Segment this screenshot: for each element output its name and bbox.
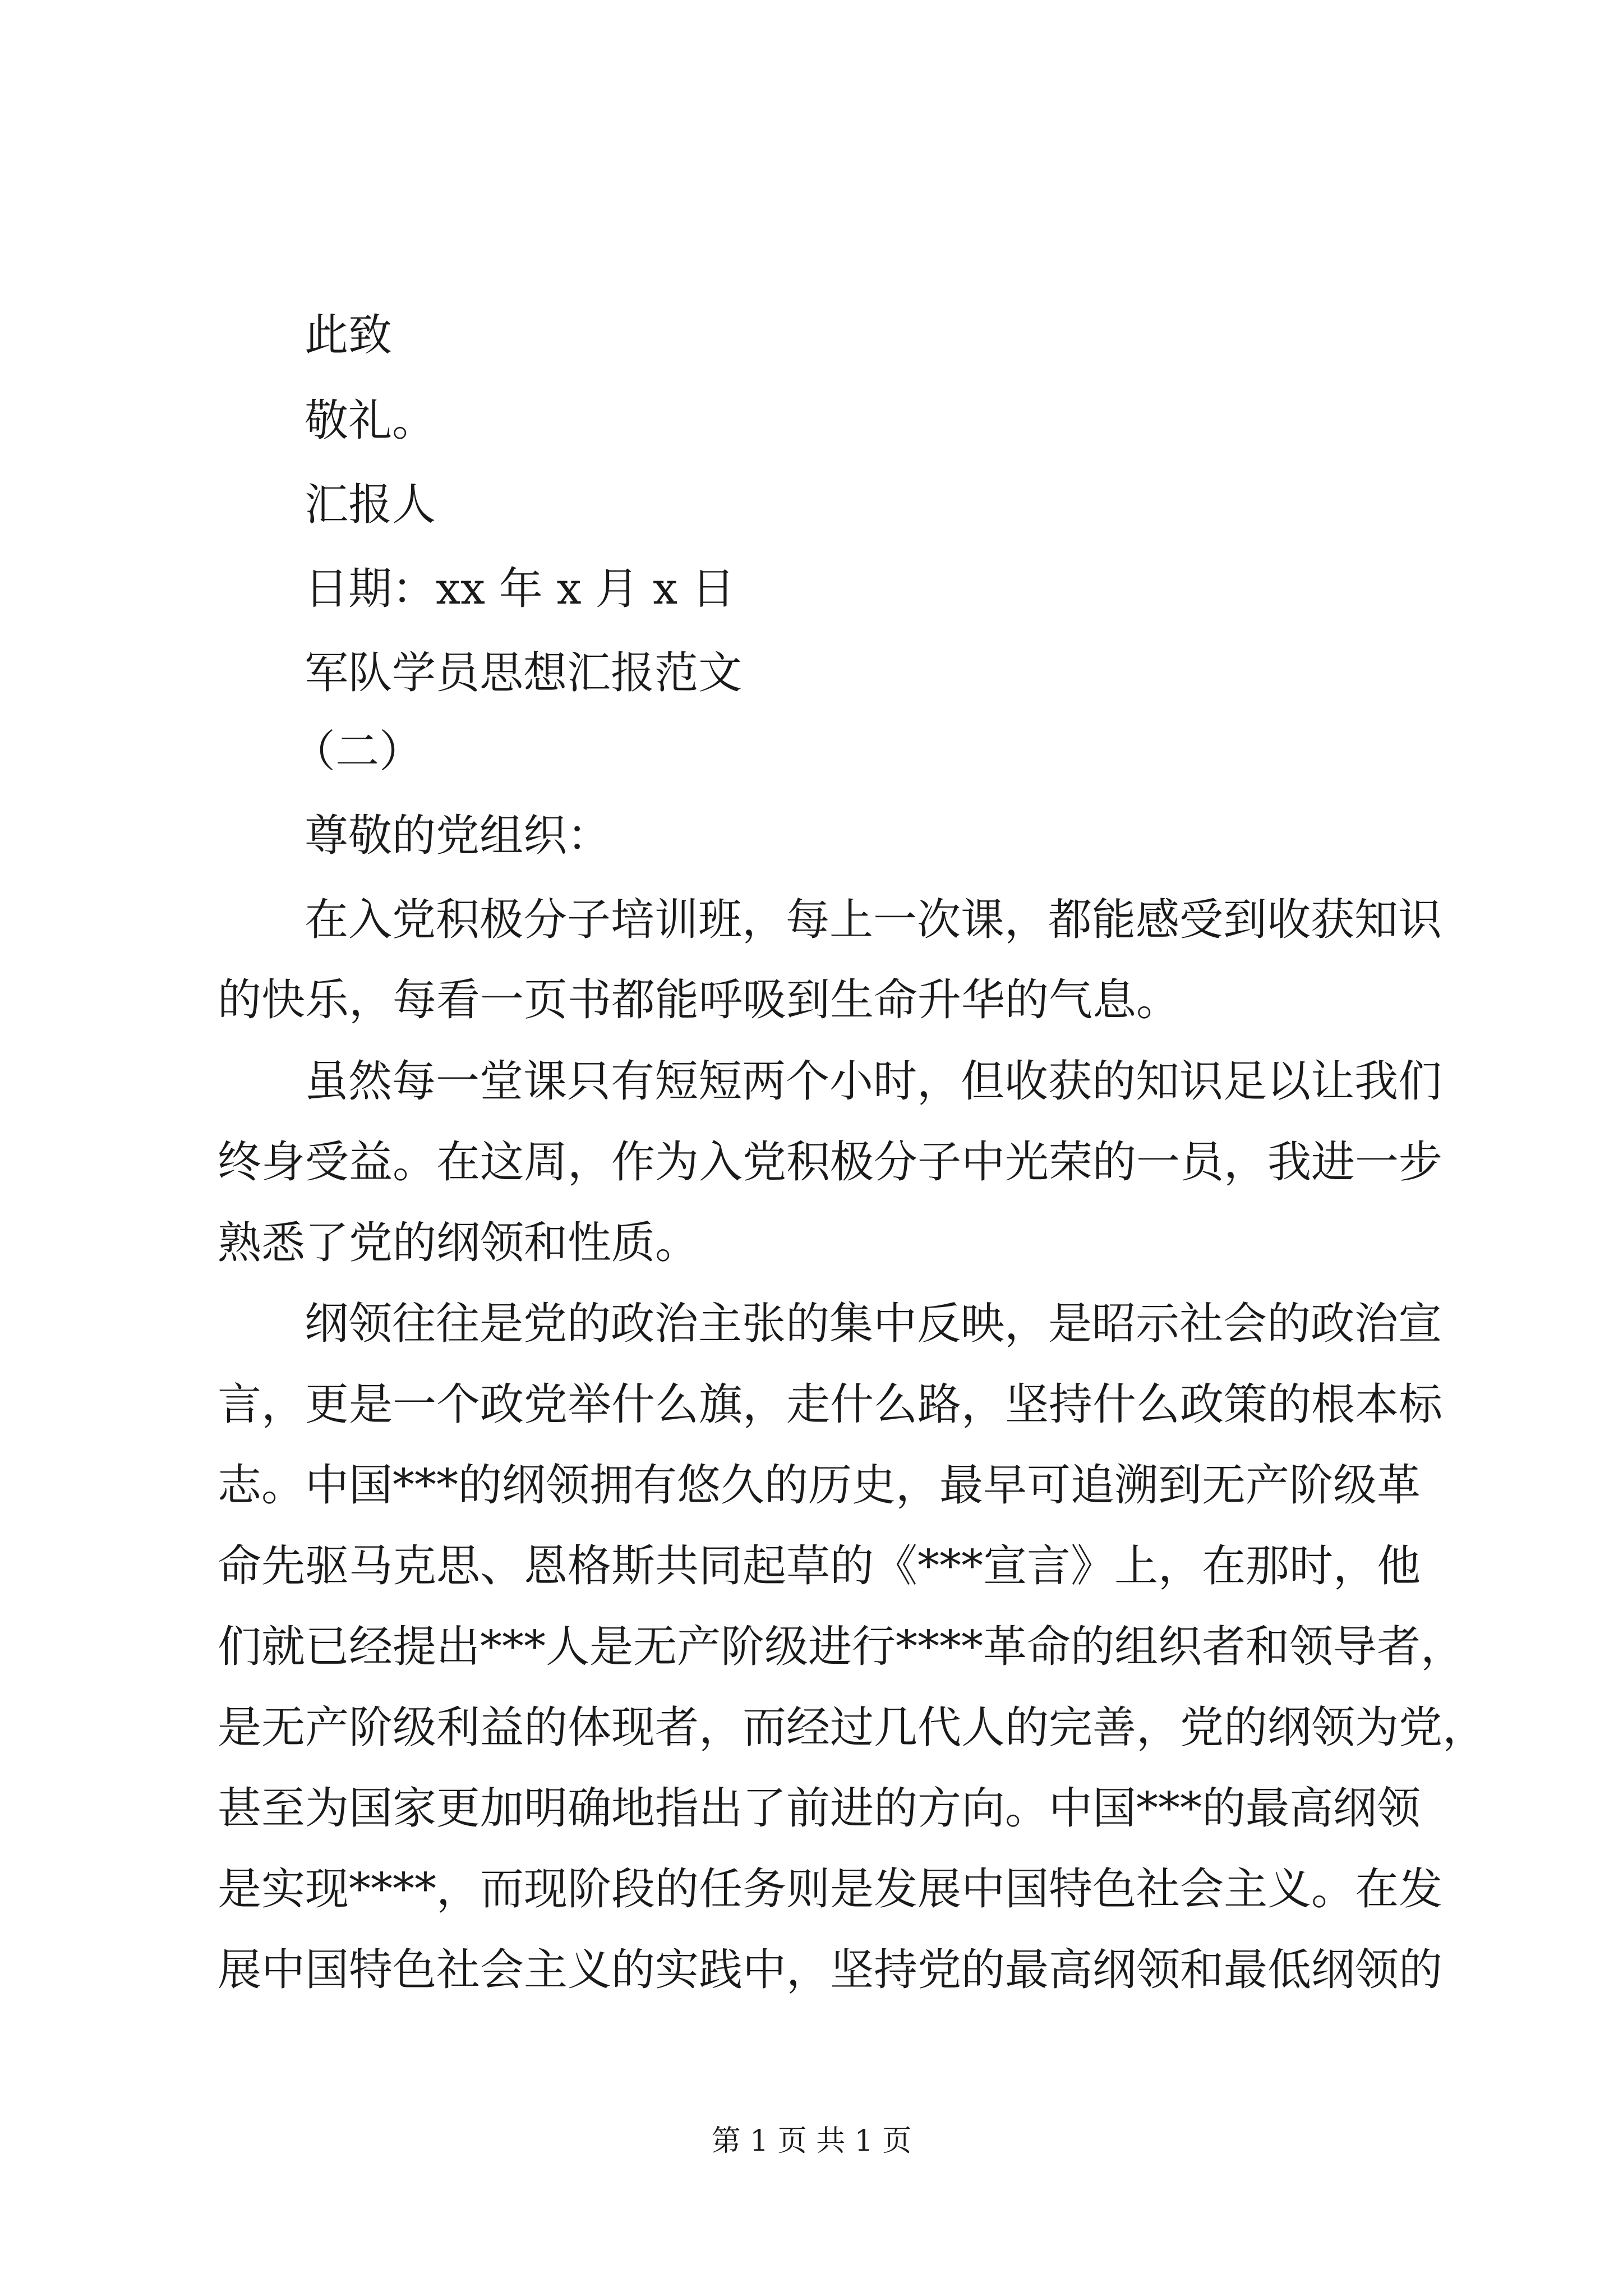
paragraph-1-line-2: 的快乐，每看一页书都能呼吸到生命升华的气息。 (218, 975, 1181, 1025)
paragraph-2-line-2: 终身受益。在这周，作为入党积极分子中光荣的一员，我进一步 (218, 1137, 1443, 1188)
paragraph-3-line-9: 展中国特色社会主义的实践中，坚持党的最高纲领和最低纲领的 (218, 1945, 1443, 1995)
date-line: 日期：xx 年 x 月 x 日 (305, 564, 735, 614)
paragraph-2-line-1: 虽然每一堂课只有短短两个小时，但收获的知识足以让我们 (305, 1056, 1442, 1107)
paragraph-3-line-5: 们就已经提出***人是无产阶级进行****革命的组织者和领导者， (218, 1622, 1465, 1672)
page-footer: 第 1 页 共 1 页 (711, 2124, 912, 2158)
article-part-number: （二） (292, 726, 423, 777)
paragraph-3-line-1: 纲领往往是党的政治主张的集中反映，是昭示社会的政治宣 (305, 1299, 1442, 1349)
paragraph-3-line-6: 是无产阶级利益的体现者，而经过几代人的完善，党的纲领为党， (218, 1703, 1487, 1753)
paragraph-3-line-3: 志。中国***的纲领拥有悠久的历史，最早可追溯到无产阶级革 (218, 1460, 1421, 1511)
reporter-label: 汇报人 (305, 480, 436, 530)
article-title: 军队学员思想汇报范文 (305, 648, 743, 698)
paragraph-3-line-4: 命先驱马克思、恩格斯共同起草的《***宣言》上，在那时，他 (218, 1541, 1421, 1591)
greeting: 尊敬的党组织： (305, 811, 611, 861)
paragraph-2-line-3: 熟悉了党的纲领和性质。 (218, 1218, 699, 1268)
closing-salutation-2: 敬礼。 (305, 395, 436, 446)
paragraph-3-line-8: 是实现****，而现阶段的任务则是发展中国特色社会主义。在发 (218, 1864, 1443, 1915)
closing-salutation-1: 此致 (305, 310, 393, 361)
paragraph-3-line-2: 言，更是一个政党举什么旗，走什么路，坚持什么政策的根本标 (218, 1379, 1443, 1430)
paragraph-1-line-1: 在入党积极分子培训班，每上一次课，都能感受到收获知识 (305, 895, 1442, 945)
paragraph-3-line-7: 甚至为国家更加明确地指出了前进的方向。中国***的最高纲领 (218, 1783, 1421, 1834)
